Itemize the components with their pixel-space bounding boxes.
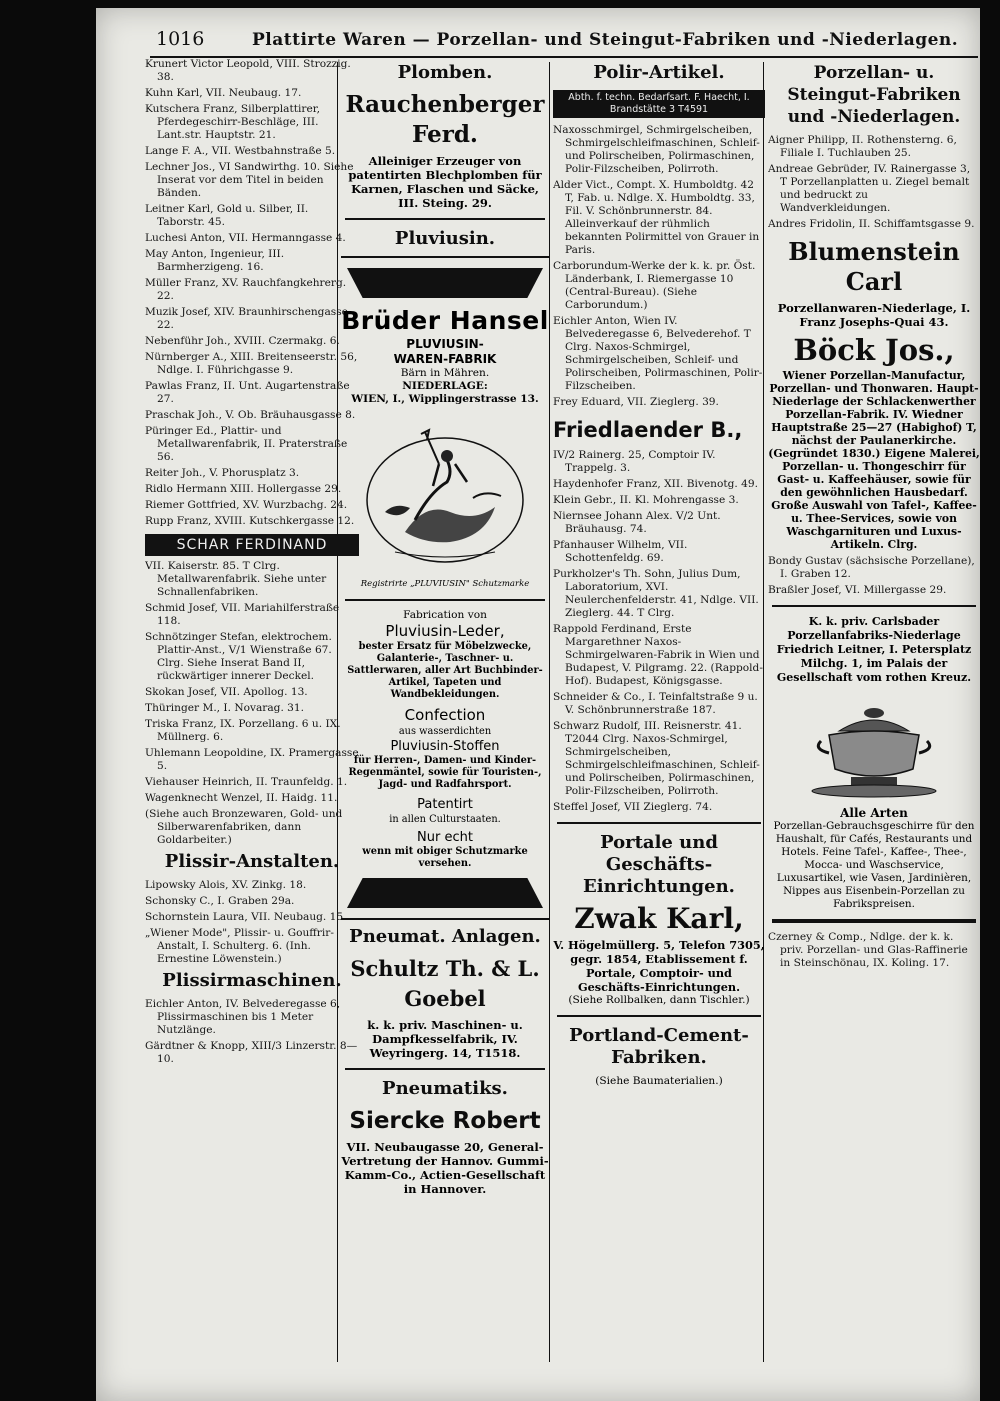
stoffen-text: für Herren-, Damen- und Kinder-Regenmäntel, sowie für Touristen-, Jagd- und Radfahrsport. [348,755,542,790]
czerney-text: Czerney & Comp., Ndlge. der k. k. priv. Porzellan- und Glas-Raffinerie in Steinschönau, IX. Koling. 17. [768,931,968,969]
directory-entry: Püringer Ed., Plattir- und Metallwarenfabrik, II. Praterstraße 56. [145,425,348,463]
directory-entry: Kutschera Franz, Silberplattirer, Pferdegeschirr-Beschläge, III. Lant.str. Hauptstr. 21. [145,103,320,141]
patentirt-sub: in allen Culturstaaten. [389,814,501,825]
directory-entry: Lechner Jos., VI Sandwirthg. 10. Siehe Inserat vor dem Titel in beiden Bänden. [145,161,354,199]
entry-list-b [768,555,980,597]
blumenstein-text: Porzellanwaren-Niederlage, I. Franz Josephs-Quai 43. [777,301,971,329]
plissir-list [145,879,359,966]
entry-list-b [145,560,359,847]
nur-echt-sub: wenn mit obiger Schutzmarke versehen. [362,846,528,869]
directory-entry: Schmid Josef, VII. Mariahilferstraße 118. [145,602,340,627]
nur-echt-title: Nur echt [417,830,473,845]
divider [772,605,976,607]
directory-entry: Andreae Gebrüder, IV. Rainergasse 3, T Porzellanplatten u. Ziegel bemalt und bedruckt zu Wandverkleidungen. [768,163,971,214]
carlsbader-text: K. k. priv. Carlsbader Porzellanfabriks-Niederlage Friedrich Leitner, I. Petersplatz Milchg. 1, im Palais der Gesellschaft vom rothen Kreuz. [776,615,972,684]
page-number: 1016 [156,28,205,50]
neptune-trademark-illustration [355,412,535,572]
directory-entry: Eichler Anton, Wien IV. Belvederegasse 6, Belvederehof. T Clrg. Naxos-Schmirgel, Schmirgelscheiben, Schleif- und Polirscheiben, Polirmaschinen, Polir-Filzscheiben. [553,315,763,392]
entry-list-b [553,449,765,814]
directory-entry: Kuhn Karl, VII. Neubaug. 17. [145,87,302,99]
directory-entry: Alder Vict., Compt. X. Humboldtg. 42 T, Fab. u. Ndlge. X. Humboldtg. 33, Fil. V. Schönbrunnerstr. 84. Alleinverkauf der rühmlich bekannten Polirmittel von Grauer in Paris. [553,179,760,256]
zwak-note: (Siehe Rollbalken, dann Tischler.) [568,994,750,1006]
directory-entry: Nebenführ Joh., XVIII. Czermakg. 6. [145,335,340,347]
directory-entry: Praschak Joh., V. Ob. Bräuhausgasse 8. [145,409,356,421]
fabrication-label: Fabrication von [403,609,487,621]
boeck-name: Böck Jos., [793,333,955,367]
polir-heading: Polir-Artikel. [593,62,725,83]
directory-entry: Schnötzinger Stefan, elektrochem. Plattir-Anst., V/1 Wienstraße 67. Clrg. Siehe Inserat Band II, rückwärtiger innerer Deckel. [145,631,332,682]
directory-entry: Reiter Joh., V. Phorusplatz 3. [145,467,300,479]
directory-entry: Uhlemann Leopoldine, IX. Pramergasse 5. [145,747,359,772]
column-3 [553,58,765,1378]
directory-entry: Niernsee Johann Alex. V/2 Unt. Bräuhausg. 74. [553,510,721,535]
directory-entry: Rupp Franz, XVIII. Kutschkergasse 12. [145,515,355,527]
directory-entry: Nürnberger A., XIII. Breitenseerstr. 56, Ndlge. I. Führichgasse 9. [145,351,358,376]
directory-entry: Bondy Gustav (sächsische Porzellane), I. Graben 12. [768,555,975,580]
divider [345,218,545,220]
directory-entry: Klein Gebr., II. Kl. Mohrengasse 3. [553,494,739,506]
directory-entry: Luchesi Anton, VII. Hermanngasse 4. [145,232,346,244]
directory-entry: Schonsky C., I. Graben 29a. [145,895,295,907]
divider [345,1068,545,1070]
friedlaender-name: Friedlaender B., [553,418,743,442]
directory-entry: Pawlas Franz, II. Unt. Augartenstraße 27. [145,380,350,405]
portale-heading: Portale und Geschäfts-Einrichtungen. [583,832,735,897]
column-4 [768,58,980,1378]
plissirmaschinen-list [145,998,359,1066]
directory-entry: Andres Fridolin, II. Schiffamtsgasse 9. [768,218,975,230]
directory-entry: VII. Kaiserstr. 85. T Clrg. Metallwarenfabrik. Siehe unter Schnallenfabriken. [145,560,327,598]
patentirt-title: Patentirt [417,797,473,812]
directory-entry: Viehauser Heinrich, II. Traunfeldg. 1. [145,776,348,788]
directory-entry: Thüringer M., I. Novarag. 31. [145,702,305,714]
directory-entry: Wagenknecht Wenzel, II. Haidg. 11. [145,792,338,804]
zwak-name: Zwak Karl, [574,902,744,935]
divider [345,599,545,601]
alle-arten-text: Porzellan-Gebrauchsgeschirre für den Haushalt, für Cafés, Restaurants und Hotels. Feine Tafel-, Kaffee-, Thee-, Mocca- und Waschservice, Luxusartikel, wie Vasen, Jardinièren, Nippes aus Eisenbein-Porzellan zu Fabrikspreisen. [773,820,975,910]
directory-entry: (Siehe auch Bronzewaren, Gold- und Silberwarenfabriken, dann Goldarbeiter.) [145,808,343,846]
divider [557,1015,761,1017]
directory-entry: Skokan Josef, VII. Apollog. 13. [145,686,308,698]
directory-entry: Leitner Karl, Gold u. Silber, II. Taborstr. 45. [145,203,309,228]
hansel-trademark-caption: Registrirte „PLUVIUSIN" Schutzmarke [360,579,530,589]
leder-text: bester Ersatz für Möbelzwecke, Galanterie-, Taschner- u. Sattlerwaren, aller Art Buchbinder-Artikel, Tapeten und Wandbekleidungen. [347,641,543,700]
plomben-heading: Plomben. [397,62,493,83]
schultz-name: Schultz Th. & L. Goebel [350,956,540,1011]
directory-entry: Schneider & Co., I. Teinfaltstraße 9 u. V. Schönbrunnerstraße 187. [553,691,758,716]
plissirmaschinen-heading: Plissirmaschinen. [162,970,342,991]
directory-entry: Gärdtner & Knopp, XIII/3 Linzerstr. 8—10. [145,1040,358,1065]
directory-entry: Braßler Josef, VI. Millergasse 29. [768,584,947,596]
hansel-advertisement [341,256,549,920]
hansel-city: Bärn in Mähren. [400,367,490,379]
directory-entry: Lange F. A., VII. Westbahnstraße 5. [145,145,336,157]
directory-entry: Muzik Josef, XIV. Braunhirschengasse 22. [145,306,348,331]
siercke-text: VII. Neubaugasse 20, General-Vertretung der Hannov. Gummi-Kamm-Co., Actien-Gesellschaft in Hannover. [341,1140,549,1196]
pneumatiks-heading: Pneumatiks. [382,1078,508,1099]
porzellan-heading: Porzellan- u. Steingut-Fabriken und -Niederlagen. [787,63,961,127]
directory-entry: IV/2 Rainerg. 25, Comptoir IV. Trappelg. 3. [553,449,716,474]
hansel-name: Brüder Hansel [341,306,549,335]
blumenstein-name: Blumenstein Carl [788,237,960,296]
divider [557,822,761,824]
page-title: Plattirte Waren — Porzellan- und Steingut-Fabriken und -Niederlagen. [252,30,959,50]
haecht-text: Naxosschmirgel, Schmirgelscheiben, Schmirgelschleifmaschinen, Schleif- und Polirscheiben, Polirmaschinen, Polir-Filzscheiben, Polirroth. [553,124,760,175]
leder-title: Pluviusin-Leder, [385,622,505,640]
directory-entry: Krunert Victor Leopold, VIII. Strozzig. 38. [145,58,351,83]
running-header [156,20,966,54]
directory-entry: Purkholzer's Th. Sohn, Julius Dum, Laboratorium, XVI. Neulerchenfelderstr. 41, Ndlge. VII. Zieglerg. 44. T Clrg. [553,568,759,619]
directory-entry: Müller Franz, XV. Rauchfangkehrerg. 22. [145,277,347,302]
haecht-banner: Abth. f. techn. Bedarfsart. F. Haecht, I. Brandstätte 3 T4591 [553,90,765,118]
directory-entry: Pfanhauser Wilhelm, VII. Schottenfeldg. 69. [553,539,688,564]
siercke-name: Siercke Robert [349,1108,541,1134]
directory-entry: Steffel Josef, VII Zieglerg. 74. [553,801,713,813]
boeck-text: Wiener Porzellan-Manufactur, Porzellan- und Thonwaren. Haupt-Niederlage der Schlackenwerther Porzellan-Fabrik. IV. Wiedner Hauptstraße 25—27 (Habighof) T, nächst der Paulanerkirche. (Gegründet 1830.) Eigene Malerei, Porzellan- u. Thongeschirr für Gast- u. Kaffeehäuser, sowie für den gewöhnlichen Hausbedarf. Große Auswahl von Tafel-, Kaffee- u. Thee-Services, sowie von Waschgarnituren und Luxus-Artikeln. Clrg. [768,369,980,551]
directory-entry: „Wiener Mode", Plissir- u. Gouffrir-Anstalt, I. Schulterg. 6. (Inh. Ernestine Löwenstein.) [145,927,334,965]
alle-arten-title: Alle Arten [840,806,908,820]
rauchenberger-text: Alleiniger Erzeuger von patentirten Blechplomben für Karnen, Flaschen und Säcke, III. Steing. 29. [348,154,542,210]
directory-entry: Aigner Philipp, II. Rothensterng. 6, Filiale I. Tuchlauben 25. [768,134,957,159]
pneumat-heading: Pneumat. Anlagen. [349,926,541,947]
ad-bottom-ornament [347,878,543,908]
rauchenberger-name: Rauchenberger Ferd. [345,91,545,148]
directory-entry: Riemer Gottfried, XV. Wurzbachg. 24. [145,499,348,511]
hansel-sub1: PLUVIUSIN- [406,337,484,351]
entry-list-a [553,179,765,409]
directory-entry: Ridlo Hermann XIII. Hollergasse 29. [145,483,342,495]
directory-entry: Eichler Anton, IV. Belvederegasse 6, Plissirmaschinen bis 1 Meter Nutzlänge. [145,998,341,1036]
confection-title: Confection [404,706,486,724]
directory-entry: Frey Eduard, VII. Zieglerg. 39. [553,396,719,408]
hansel-address: WIEN, I., Wipplingerstrasse 13. [351,393,539,405]
confection-from: aus wasserdichten [398,726,492,737]
tureen-illustration [799,691,949,801]
stoffen-title: Pluviusin-Stoffen [390,739,500,754]
directory-entry: May Anton, Ingenieur, III. Barmherzigeng. 16. [145,248,285,273]
portland-heading: Portland-Cement-Fabriken. [569,1025,749,1068]
hansel-niederlage: NIEDERLAGE: [402,380,488,392]
entry-list-a [145,58,359,528]
column-2 [341,58,549,1378]
column-1 [145,58,359,1378]
ad-top-ornament [347,268,543,298]
schultz-text: k. k. priv. Maschinen- u. Dampfkesselfabrik, IV. Weyringerg. 14, T1518. [367,1018,523,1060]
plissir-heading: Plissir-Anstalten. [164,851,340,872]
directory-entry: Schwarz Rudolf, III. Reisnerstr. 41. T2044 Clrg. Naxos-Schmirgel, Schmirgelscheiben, Schmirgelschleifmaschinen, Schleif- und Polirscheiben, Polirmaschinen, Polir-Filzscheiben, Polirroth. [553,720,760,797]
directory-entry: Lipowsky Alois, XV. Zinkg. 18. [145,879,307,891]
pluviusin-heading: Pluviusin. [394,228,496,249]
zwak-text: V. Högelmüllerg. 5, Telefon 7305, gegr. 1854, Etablissement f. Portale, Comptoir- und Geschäfts-Einrichtungen. [553,938,765,994]
entry-list-a [768,134,980,231]
hansel-sub2: WAREN-FABRIK [393,352,497,366]
directory-entry: Carborundum-Werke der k. k. pr. Öst. Länderbank, I. Riemergasse 10 (Central-Bureau). (Siehe Carborundum.) [553,260,756,311]
column-rule-2 [549,62,550,1362]
directory-entry: Haydenhofer Franz, XII. Bivenotg. 49. [553,478,759,490]
directory-entry: Triska Franz, IX. Porzellang. 6 u. IX. Müllnerg. 6. [145,718,341,743]
directory-entry: Rappold Ferdinand, Erste Margarethner Naxos-Schmirgelwaren-Fabrik in Wien und Budapest, V. Pilgramg. 22. (Rappold-Hof). Budapest, Königsgasse. [553,623,763,687]
schar-ferdinand-banner: SCHAR FERDINAND [145,534,359,556]
divider [772,919,976,923]
directory-entry: Schornstein Laura, VII. Neubaug. 15. [145,911,347,923]
portland-note: (Siehe Baumaterialien.) [595,1075,723,1087]
